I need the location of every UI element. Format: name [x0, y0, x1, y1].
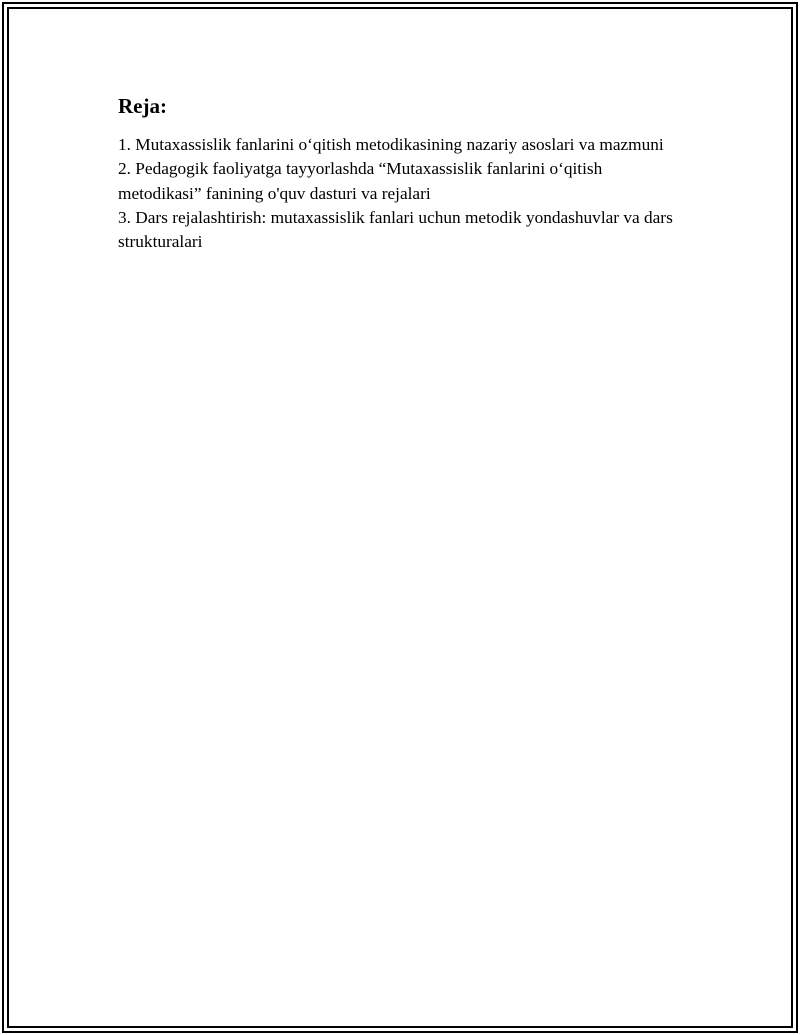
- plan-item-2: 2. Pedagogik faoliyatga tayyorlashda “Mutaxassislik fanlarini o‘qitish metodikasi” fanining o'quv dasturi va rejalari: [118, 159, 603, 203]
- plan-item-1: 1. Mutaxassislik fanlarini o‘qitish metodikasining nazariy asoslari va mazmuni: [118, 135, 664, 154]
- plan-item-3: 3. Dars rejalashtirish: mutaxassislik fanlari uchun metodik yondashuvlar va dars strukturalari: [118, 207, 673, 252]
- plan-heading: Reja:: [118, 94, 167, 118]
- plan-list: [118, 133, 688, 254]
- document-body: [118, 93, 688, 254]
